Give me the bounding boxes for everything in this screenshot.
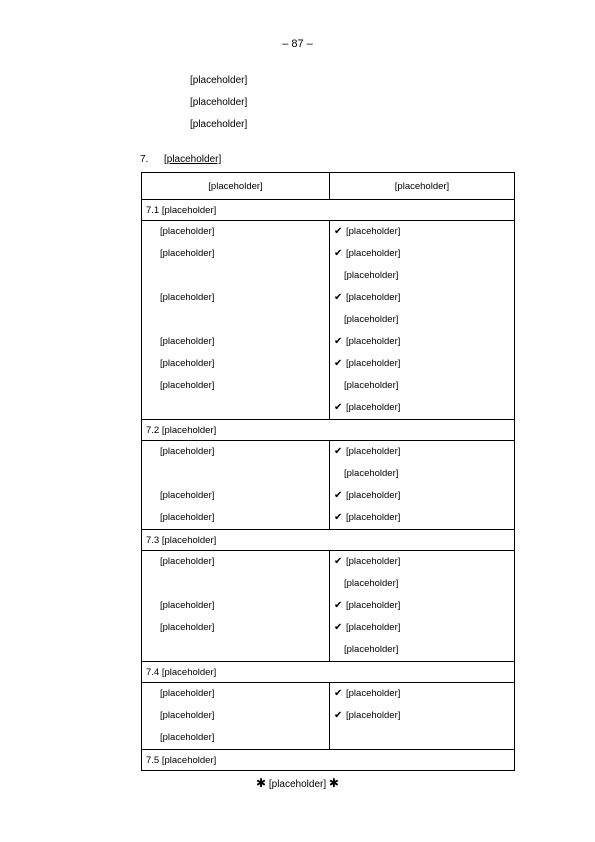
intro-line: [placeholder]: [190, 97, 248, 108]
spacer: [142, 265, 329, 287]
spacer: [142, 309, 329, 331]
check-icon: ✔: [334, 358, 343, 369]
check-icon: ✔: [334, 336, 343, 347]
fix-text: [placeholder]: [346, 710, 401, 721]
header-fix: [placeholder]: [330, 173, 515, 200]
fix-item: [330, 705, 514, 727]
fix-text-continued: [placeholder]: [344, 468, 399, 479]
cause-text: [placeholder]: [160, 490, 215, 501]
fix-text: [placeholder]: [346, 292, 401, 303]
check-icon: ✔: [334, 688, 343, 699]
fix-item: [330, 287, 514, 309]
section-title-7-1: 7.1 [placeholder]: [142, 200, 515, 221]
fix-item: [330, 595, 514, 617]
fix-text-continued: [placeholder]: [344, 314, 399, 325]
cause-cell: [142, 683, 330, 750]
fix-item: [330, 485, 514, 507]
table-row: [142, 221, 515, 420]
cause-text: [placeholder]: [160, 248, 215, 259]
check-icon: ✔: [334, 248, 343, 259]
section-row-7-3: [142, 530, 515, 551]
fix-item: [330, 683, 514, 705]
section-row-7-4: [142, 662, 515, 683]
fix-text: [placeholder]: [346, 358, 401, 369]
check-icon: ✔: [334, 292, 343, 303]
table-header-row: [142, 173, 515, 200]
fix-text-continued: [placeholder]: [344, 270, 399, 281]
star-icon: ✱: [328, 776, 339, 790]
cause-text: [placeholder]: [160, 688, 215, 699]
section-title-7-4: 7.4 [placeholder]: [142, 662, 515, 683]
cause-cell: [142, 441, 330, 530]
check-icon: ✔: [334, 226, 343, 237]
fix-text: [placeholder]: [346, 622, 401, 633]
section-title-7-2: 7.2 [placeholder]: [142, 420, 515, 441]
section-row-7-5: [142, 750, 515, 771]
cause-text: [placeholder]: [160, 622, 215, 633]
cause-text: [placeholder]: [160, 446, 215, 457]
fix-text-continued: [placeholder]: [344, 578, 399, 589]
check-icon: ✔: [334, 710, 343, 721]
fix-text-continued: [placeholder]: [344, 644, 399, 655]
fix-item: [330, 397, 514, 419]
page-number: – 87 –: [282, 38, 313, 50]
table-row: [142, 551, 515, 662]
footer-note: [0, 776, 595, 790]
header-cause: [placeholder]: [142, 173, 330, 200]
section-row-7-1: [142, 200, 515, 221]
intro-line: [placeholder]: [190, 119, 248, 130]
fix-text-continued: [placeholder]: [344, 380, 399, 391]
fix-cell: [330, 221, 515, 420]
fix-item: [330, 507, 514, 529]
fix-item: [330, 551, 514, 573]
section-title: [placeholder]: [164, 154, 222, 165]
cause-fix-table: [141, 172, 515, 771]
check-icon: ✔: [334, 490, 343, 501]
section-row-7-2: [142, 420, 515, 441]
table-row: [142, 441, 515, 530]
section-title-7-5: 7.5 [placeholder]: [142, 750, 515, 771]
check-icon: ✔: [334, 512, 343, 523]
fix-item: [330, 331, 514, 353]
cause-text: [placeholder]: [160, 380, 215, 391]
fix-text: [placeholder]: [346, 688, 401, 699]
section-title-7-3: 7.3 [placeholder]: [142, 530, 515, 551]
fix-text: [placeholder]: [346, 512, 401, 523]
fix-text: [placeholder]: [346, 490, 401, 501]
fix-cell: [330, 551, 515, 662]
fix-item: [330, 353, 514, 375]
check-icon: ✔: [334, 600, 343, 611]
cause-text: [placeholder]: [160, 226, 215, 237]
fix-text: [placeholder]: [346, 446, 401, 457]
section-heading: [140, 154, 221, 165]
fix-text: [placeholder]: [346, 556, 401, 567]
fix-text: [placeholder]: [346, 336, 401, 347]
cause-text: [placeholder]: [160, 358, 215, 369]
cause-text: [placeholder]: [160, 600, 215, 611]
spacer: [142, 573, 329, 595]
fix-text: [placeholder]: [346, 600, 401, 611]
fix-cell: [330, 441, 515, 530]
check-icon: ✔: [334, 402, 343, 413]
cause-text: [placeholder]: [160, 336, 215, 347]
fix-text: [placeholder]: [346, 226, 401, 237]
cause-text: [placeholder]: [160, 710, 215, 721]
cause-cell: [142, 221, 330, 420]
check-icon: ✔: [334, 446, 343, 457]
spacer: [142, 463, 329, 485]
footer-text: [placeholder]: [268, 779, 327, 790]
check-icon: ✔: [334, 556, 343, 567]
cause-text: [placeholder]: [160, 732, 215, 743]
fix-item: [330, 617, 514, 639]
fix-item: [330, 243, 514, 265]
section-number: 7.: [140, 154, 149, 165]
fix-text: [placeholder]: [346, 402, 401, 413]
intro-line: [placeholder]: [190, 75, 248, 86]
check-icon: ✔: [334, 622, 343, 633]
table-row: [142, 683, 515, 750]
star-icon: ✱: [256, 776, 267, 790]
fix-text: [placeholder]: [346, 248, 401, 259]
fix-item: [330, 221, 514, 243]
cause-text: [placeholder]: [160, 512, 215, 523]
cause-text: [placeholder]: [160, 292, 215, 303]
cause-cell: [142, 551, 330, 662]
fix-item: [330, 441, 514, 463]
cause-text: [placeholder]: [160, 556, 215, 567]
intro-list: [190, 70, 247, 136]
fix-cell: [330, 683, 515, 750]
